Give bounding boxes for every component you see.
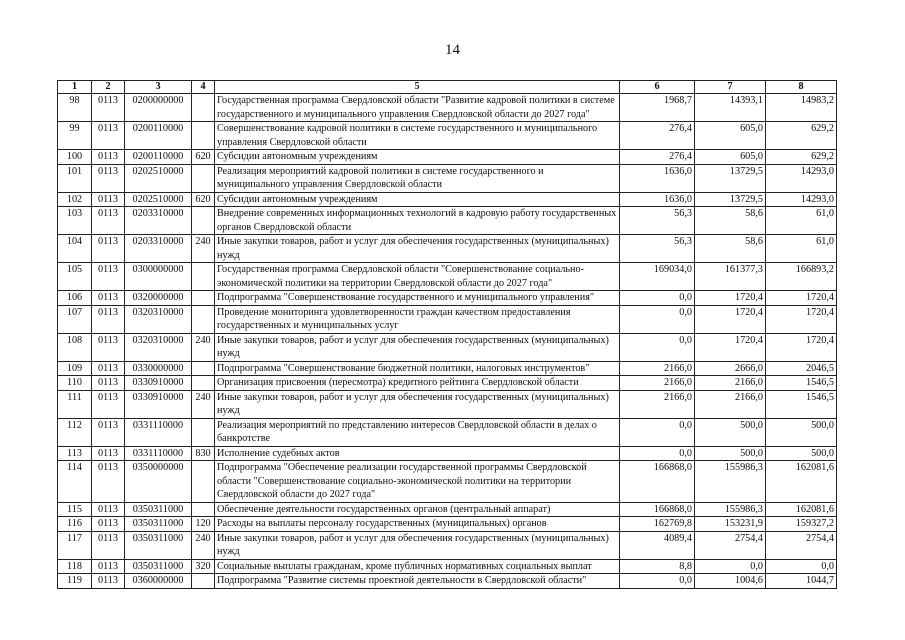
section-code-cell: 0113 — [92, 461, 125, 503]
row-number-cell: 119 — [58, 574, 92, 589]
amount-cell-6: 0,0 — [620, 446, 695, 461]
description-cell: Исполнение судебных актов — [215, 446, 620, 461]
amount-cell-6: 56,3 — [620, 207, 695, 235]
row-number-cell: 112 — [58, 418, 92, 446]
table-row — [58, 574, 837, 589]
expense-type-cell — [192, 502, 215, 517]
amount-cell-6: 4089,4 — [620, 531, 695, 559]
expense-type-cell: 240 — [192, 531, 215, 559]
target-code-cell: 0350311000 — [125, 559, 192, 574]
section-code-cell: 0113 — [92, 122, 125, 150]
table-row — [58, 291, 837, 306]
description-cell: Совершенствование кадровой политики в системе государственного и муниципального управления Свердловской области — [215, 122, 620, 150]
row-number-cell: 111 — [58, 390, 92, 418]
expense-type-cell: 240 — [192, 235, 215, 263]
row-number-cell: 116 — [58, 517, 92, 532]
amount-cell-8: 0,0 — [766, 559, 837, 574]
table-row — [58, 333, 837, 361]
amount-cell-6: 56,3 — [620, 235, 695, 263]
section-code-cell: 0113 — [92, 150, 125, 165]
amount-cell-8: 629,2 — [766, 150, 837, 165]
column-header: 6 — [620, 81, 695, 94]
amount-cell-7: 500,0 — [695, 418, 766, 446]
amount-cell-8: 2754,4 — [766, 531, 837, 559]
amount-cell-8: 500,0 — [766, 418, 837, 446]
target-code-cell: 0350311000 — [125, 502, 192, 517]
target-code-cell: 0350000000 — [125, 461, 192, 503]
amount-cell-7: 13729,5 — [695, 192, 766, 207]
amount-cell-7: 500,0 — [695, 446, 766, 461]
expense-type-cell — [192, 122, 215, 150]
section-code-cell: 0113 — [92, 263, 125, 291]
budget-table — [57, 80, 837, 589]
row-number-cell: 104 — [58, 235, 92, 263]
target-code-cell: 0202510000 — [125, 164, 192, 192]
table-row — [58, 446, 837, 461]
column-header: 1 — [58, 81, 92, 94]
description-cell: Обеспечение деятельности государственных органов (центральный аппарат) — [215, 502, 620, 517]
row-number-cell: 105 — [58, 263, 92, 291]
amount-cell-6: 8,8 — [620, 559, 695, 574]
target-code-cell: 0330910000 — [125, 376, 192, 391]
amount-cell-7: 155986,3 — [695, 461, 766, 503]
table-row — [58, 559, 837, 574]
amount-cell-8: 1720,4 — [766, 305, 837, 333]
amount-cell-8: 162081,6 — [766, 461, 837, 503]
table-row — [58, 418, 837, 446]
amount-cell-7: 155986,3 — [695, 502, 766, 517]
section-code-cell: 0113 — [92, 164, 125, 192]
amount-cell-8: 1044,7 — [766, 574, 837, 589]
section-code-cell: 0113 — [92, 361, 125, 376]
amount-cell-8: 1546,5 — [766, 390, 837, 418]
expense-type-cell — [192, 361, 215, 376]
amount-cell-7: 1720,4 — [695, 291, 766, 306]
row-number-cell: 115 — [58, 502, 92, 517]
section-code-cell: 0113 — [92, 207, 125, 235]
expense-type-cell: 320 — [192, 559, 215, 574]
table-body — [58, 94, 837, 589]
description-cell: Реализация мероприятий кадровой политики в системе государственного и муниципального управления Свердловской области — [215, 164, 620, 192]
description-cell: Расходы на выплаты персоналу государственных (муниципальных) органов — [215, 517, 620, 532]
table-row — [58, 122, 837, 150]
amount-cell-6: 0,0 — [620, 574, 695, 589]
section-code-cell: 0113 — [92, 559, 125, 574]
amount-cell-8: 14293,0 — [766, 164, 837, 192]
table-row — [58, 361, 837, 376]
description-cell: Реализация мероприятий по представлению интересов Свердловской области в делах о банкротстве — [215, 418, 620, 446]
table-row — [58, 94, 837, 122]
amount-cell-6: 2166,0 — [620, 376, 695, 391]
section-code-cell: 0113 — [92, 376, 125, 391]
amount-cell-7: 2666,0 — [695, 361, 766, 376]
expense-type-cell — [192, 418, 215, 446]
amount-cell-7: 58,6 — [695, 207, 766, 235]
amount-cell-7: 58,6 — [695, 235, 766, 263]
row-number-cell: 109 — [58, 361, 92, 376]
amount-cell-7: 605,0 — [695, 150, 766, 165]
column-header: 8 — [766, 81, 837, 94]
target-code-cell: 0320000000 — [125, 291, 192, 306]
description-cell: Организация присвоения (пересмотра) кредитного рейтинга Свердловской области — [215, 376, 620, 391]
target-code-cell: 0200000000 — [125, 94, 192, 122]
amount-cell-6: 162769,8 — [620, 517, 695, 532]
section-code-cell: 0113 — [92, 94, 125, 122]
section-code-cell: 0113 — [92, 390, 125, 418]
section-code-cell: 0113 — [92, 333, 125, 361]
amount-cell-6: 2166,0 — [620, 361, 695, 376]
amount-cell-6: 276,4 — [620, 122, 695, 150]
target-code-cell: 0200110000 — [125, 122, 192, 150]
row-number-cell: 103 — [58, 207, 92, 235]
target-code-cell: 0360000000 — [125, 574, 192, 589]
amount-cell-7: 153231,9 — [695, 517, 766, 532]
table-row — [58, 390, 837, 418]
expense-type-cell — [192, 263, 215, 291]
row-number-cell: 108 — [58, 333, 92, 361]
amount-cell-6: 166868,0 — [620, 502, 695, 517]
amount-cell-8: 1546,5 — [766, 376, 837, 391]
expense-type-cell — [192, 305, 215, 333]
section-code-cell: 0113 — [92, 291, 125, 306]
expense-type-cell — [192, 574, 215, 589]
description-cell: Субсидии автономным учреждениям — [215, 192, 620, 207]
expense-type-cell: 830 — [192, 446, 215, 461]
amount-cell-6: 0,0 — [620, 305, 695, 333]
row-number-cell: 117 — [58, 531, 92, 559]
expense-type-cell — [192, 94, 215, 122]
target-code-cell: 0320310000 — [125, 333, 192, 361]
row-number-cell: 107 — [58, 305, 92, 333]
target-code-cell: 0330910000 — [125, 390, 192, 418]
target-code-cell: 0203310000 — [125, 235, 192, 263]
description-cell: Иные закупки товаров, работ и услуг для обеспечения государственных (муниципальных) нужд — [215, 390, 620, 418]
row-number-cell: 110 — [58, 376, 92, 391]
description-cell: Иные закупки товаров, работ и услуг для обеспечения государственных (муниципальных) нужд — [215, 531, 620, 559]
target-code-cell: 0350311000 — [125, 517, 192, 532]
amount-cell-6: 2166,0 — [620, 390, 695, 418]
amount-cell-7: 1004,6 — [695, 574, 766, 589]
target-code-cell: 0330000000 — [125, 361, 192, 376]
amount-cell-8: 14293,0 — [766, 192, 837, 207]
target-code-cell: 0203310000 — [125, 207, 192, 235]
table-row — [58, 150, 837, 165]
description-cell: Подпрограмма "Совершенствование государственного и муниципального управления" — [215, 291, 620, 306]
row-number-cell: 100 — [58, 150, 92, 165]
target-code-cell: 0350311000 — [125, 531, 192, 559]
section-code-cell: 0113 — [92, 517, 125, 532]
amount-cell-8: 500,0 — [766, 446, 837, 461]
description-cell: Государственная программа Свердловской области "Совершенствование социально-экономической политики на территории Свердловской области до 2027 года" — [215, 263, 620, 291]
amount-cell-8: 159327,2 — [766, 517, 837, 532]
description-cell: Иные закупки товаров, работ и услуг для обеспечения государственных (муниципальных) нужд — [215, 333, 620, 361]
table-row — [58, 376, 837, 391]
expense-type-cell — [192, 291, 215, 306]
amount-cell-7: 14393,1 — [695, 94, 766, 122]
section-code-cell: 0113 — [92, 531, 125, 559]
row-number-cell: 114 — [58, 461, 92, 503]
section-code-cell: 0113 — [92, 235, 125, 263]
amount-cell-7: 605,0 — [695, 122, 766, 150]
amount-cell-7: 0,0 — [695, 559, 766, 574]
section-code-cell: 0113 — [92, 446, 125, 461]
description-cell: Подпрограмма "Обеспечение реализации государственной программы Свердловской области "Совершенствование социально-экономической политики на территории Свердловской области до 2027 года" — [215, 461, 620, 503]
description-cell: Подпрограмма "Развитие системы проектной деятельности в Свердловской области" — [215, 574, 620, 589]
table-row — [58, 517, 837, 532]
target-code-cell: 0200110000 — [125, 150, 192, 165]
table-row — [58, 305, 837, 333]
target-code-cell: 0300000000 — [125, 263, 192, 291]
column-header: 7 — [695, 81, 766, 94]
target-code-cell: 0331110000 — [125, 446, 192, 461]
amount-cell-7: 13729,5 — [695, 164, 766, 192]
column-header: 3 — [125, 81, 192, 94]
row-number-cell: 106 — [58, 291, 92, 306]
table-row — [58, 263, 837, 291]
expense-type-cell: 120 — [192, 517, 215, 532]
column-header: 4 — [192, 81, 215, 94]
section-code-cell: 0113 — [92, 418, 125, 446]
row-number-cell: 98 — [58, 94, 92, 122]
table-row — [58, 461, 837, 503]
expense-type-cell — [192, 461, 215, 503]
column-header: 5 — [215, 81, 620, 94]
target-code-cell: 0331110000 — [125, 418, 192, 446]
amount-cell-6: 169034,0 — [620, 263, 695, 291]
description-cell: Внедрение современных информационных технологий в кадровую работу государственных органов Свердловской области — [215, 207, 620, 235]
amount-cell-8: 162081,6 — [766, 502, 837, 517]
amount-cell-7: 2754,4 — [695, 531, 766, 559]
target-code-cell: 0320310000 — [125, 305, 192, 333]
target-code-cell: 0202510000 — [125, 192, 192, 207]
amount-cell-8: 166893,2 — [766, 263, 837, 291]
description-cell: Подпрограмма "Совершенствование бюджетной политики, налоговых инструментов" — [215, 361, 620, 376]
row-number-cell: 101 — [58, 164, 92, 192]
page-number: 14 — [445, 42, 460, 58]
amount-cell-6: 0,0 — [620, 418, 695, 446]
table-row — [58, 164, 837, 192]
description-cell: Иные закупки товаров, работ и услуг для обеспечения государственных (муниципальных) нужд — [215, 235, 620, 263]
amount-cell-6: 1636,0 — [620, 164, 695, 192]
expense-type-cell — [192, 376, 215, 391]
section-code-cell: 0113 — [92, 502, 125, 517]
amount-cell-8: 1720,4 — [766, 333, 837, 361]
section-code-cell: 0113 — [92, 574, 125, 589]
table-header-row — [58, 81, 837, 94]
description-cell: Проведение мониторинга удовлетворенности граждан качеством предоставления государственных и муниципальных услуг — [215, 305, 620, 333]
row-number-cell: 113 — [58, 446, 92, 461]
table-row — [58, 235, 837, 263]
amount-cell-7: 1720,4 — [695, 333, 766, 361]
amount-cell-6: 166868,0 — [620, 461, 695, 503]
amount-cell-6: 0,0 — [620, 333, 695, 361]
table-row — [58, 531, 837, 559]
table-row — [58, 207, 837, 235]
amount-cell-8: 629,2 — [766, 122, 837, 150]
expense-type-cell: 240 — [192, 333, 215, 361]
row-number-cell: 99 — [58, 122, 92, 150]
expense-type-cell: 620 — [192, 192, 215, 207]
amount-cell-8: 2046,5 — [766, 361, 837, 376]
row-number-cell: 118 — [58, 559, 92, 574]
amount-cell-8: 61,0 — [766, 207, 837, 235]
amount-cell-7: 161377,3 — [695, 263, 766, 291]
row-number-cell: 102 — [58, 192, 92, 207]
amount-cell-8: 14983,2 — [766, 94, 837, 122]
amount-cell-6: 0,0 — [620, 291, 695, 306]
amount-cell-6: 276,4 — [620, 150, 695, 165]
expense-type-cell: 620 — [192, 150, 215, 165]
amount-cell-7: 2166,0 — [695, 390, 766, 418]
column-header: 2 — [92, 81, 125, 94]
description-cell: Субсидии автономным учреждениям — [215, 150, 620, 165]
section-code-cell: 0113 — [92, 192, 125, 207]
expense-type-cell — [192, 164, 215, 192]
amount-cell-6: 1968,7 — [620, 94, 695, 122]
amount-cell-7: 1720,4 — [695, 305, 766, 333]
amount-cell-7: 2166,0 — [695, 376, 766, 391]
expense-type-cell — [192, 207, 215, 235]
description-cell: Государственная программа Свердловской области "Развитие кадровой политики в системе государственного и муниципального управления Свердловской области до 2027 года" — [215, 94, 620, 122]
section-code-cell: 0113 — [92, 305, 125, 333]
table-row — [58, 192, 837, 207]
table-row — [58, 502, 837, 517]
amount-cell-8: 61,0 — [766, 235, 837, 263]
amount-cell-6: 1636,0 — [620, 192, 695, 207]
expense-type-cell: 240 — [192, 390, 215, 418]
description-cell: Социальные выплаты гражданам, кроме публичных нормативных социальных выплат — [215, 559, 620, 574]
amount-cell-8: 1720,4 — [766, 291, 837, 306]
